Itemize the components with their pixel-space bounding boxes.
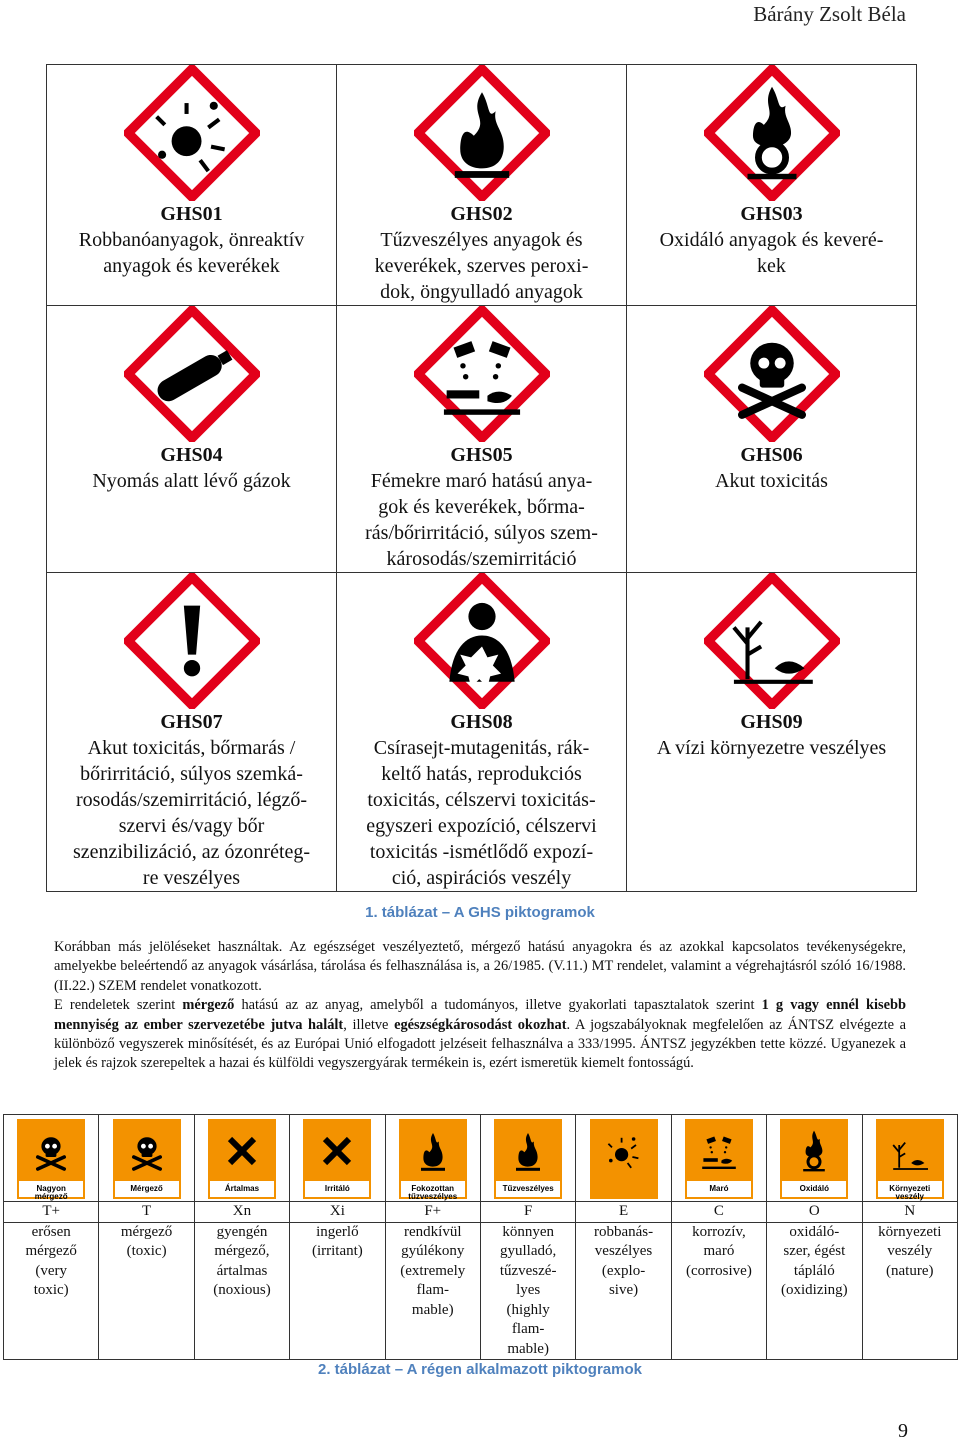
ghs-description-line: keltő hatás, reprodukciós [381, 763, 582, 785]
ghs-row [47, 306, 917, 573]
flame-over-circle-icon [704, 65, 840, 201]
old-description-line: környezeti [878, 1223, 942, 1240]
ghs-description-line: egyszeri expozíció, célszervi [366, 815, 597, 837]
old-desc-cell [194, 1222, 289, 1360]
old-icon-cell [99, 1115, 194, 1202]
old-code: Xi [329, 1203, 345, 1219]
ghs-code: GHS06 [740, 444, 803, 466]
ghs-description-line: toxicitás -ismétlődő expozí- [369, 841, 594, 863]
old-icon-cell [576, 1115, 671, 1202]
old-description-line: rendkívül [404, 1223, 462, 1240]
old-description-line: (irritant) [311, 1243, 363, 1259]
ghs-cell [47, 573, 337, 892]
old-code-cell [767, 1202, 862, 1223]
old-description-line: (nature) [886, 1262, 934, 1279]
ghs-description-line: Akut toxicitás, bőrmarás / [87, 737, 296, 759]
exclamation-mark-icon [124, 573, 260, 709]
ghs-description-line: Akut toxicitás [715, 470, 828, 492]
ghs-description-line: A vízi környezetre veszélyes [656, 737, 887, 759]
old-code: F+ [424, 1203, 442, 1219]
paragraph-1: Korábban más jelöléseket használtak. Az egészséget veszélyeztető, mérgező hatású anyagokra és az azokkal kapcsolatos tevékenységekre, amelyekbe beleértendő az anyagok vásárlása, tárolása és felhasználása is, a 26/1985. (V.11.) MT rendelet, valamint a végrehajtásról szóló 16/1988. (II.22.) SZEM rendelet vonatkozott. [54, 939, 906, 994]
ghs-cell [47, 65, 337, 306]
ghs-cell [337, 573, 627, 892]
old-description-line: szer, égést [783, 1243, 846, 1259]
old-code-cell [194, 1202, 289, 1223]
old-description-line: (noxious) [213, 1282, 271, 1298]
old-description-line: (extremely [400, 1262, 466, 1279]
ghs-description-line: ció, aspirációs veszély [391, 867, 572, 889]
ghs-code: GHS08 [450, 711, 513, 733]
old-code: E [618, 1203, 629, 1219]
ghs-code: GHS04 [160, 444, 223, 466]
old-description-line: robbanás- [593, 1223, 654, 1240]
old-description-line: gyúlékony [401, 1243, 465, 1259]
old-code-cell [480, 1202, 575, 1223]
old-desc-cell [385, 1222, 480, 1360]
old-description-line: könnyen [502, 1223, 554, 1240]
old-icon-cell [671, 1115, 766, 1202]
old-code-cell [671, 1202, 766, 1223]
old-description-line: sive) [608, 1282, 639, 1298]
old-desc-cell [480, 1222, 575, 1360]
ghs-code: GHS09 [740, 711, 803, 733]
old-description-line: lyes [516, 1282, 541, 1298]
exploding-bomb-icon [590, 1119, 658, 1199]
ghs-description-line: szenzibilizáció, az ózonréteg- [72, 841, 311, 863]
ghs-description-line: keverékek, szerves peroxi- [374, 255, 589, 277]
old-desc-cell [576, 1222, 671, 1360]
table1-caption: 1. táblázat – A GHS piktogramok [365, 904, 595, 921]
old-pictogram-label: Maró [709, 1184, 729, 1193]
ghs-description-line: Oxidáló anyagok és keveré- [659, 229, 884, 251]
ghs-description-line: rosodás/szemirritáció, légző- [75, 789, 308, 811]
old-pictogram-label: Mérgező [130, 1184, 163, 1193]
old-description-line: mérgező [25, 1243, 77, 1259]
ghs-description-line: toxicitás, célszervi toxicitás- [367, 789, 596, 811]
table2-caption: 2. táblázat – A régen alkalmazott piktogramok [318, 1361, 642, 1378]
old-icon-cell [4, 1115, 99, 1202]
ghs-description-line: Nyomás alatt lévő gázok [92, 470, 291, 492]
ghs-description-line: szervi és/vagy bőr [118, 815, 265, 837]
ghs-cell [627, 306, 917, 573]
old-description-line: erősen [31, 1223, 71, 1240]
old-code: T [142, 1203, 152, 1219]
old-icon-cell [767, 1115, 862, 1202]
old-description-line: ingerlő [316, 1223, 359, 1240]
old-icon-cell [194, 1115, 289, 1202]
ghs-cell [47, 306, 337, 573]
body-text [54, 938, 906, 1074]
old-description-line: veszély [887, 1243, 933, 1259]
old-pictogram-label: Oxidáló [799, 1184, 829, 1193]
old-description-line: gyengén [216, 1223, 268, 1240]
ghs-description-line: Robbanóanyagok, önreaktív [78, 229, 305, 251]
ghs-cell [627, 573, 917, 892]
old-code-cell [4, 1202, 99, 1223]
old-desc-row [4, 1222, 958, 1360]
old-desc-cell [862, 1222, 957, 1360]
old-description-line: mable) [411, 1301, 454, 1318]
ghs-cell [627, 65, 917, 306]
ghs-row [47, 65, 917, 306]
old-pictogram-label: Fokozottan tűzveszélyes [408, 1184, 458, 1201]
old-description-line: mable) [507, 1340, 549, 1357]
health-hazard-icon [414, 573, 550, 709]
old-desc-cell [4, 1222, 99, 1360]
old-code-cell [99, 1202, 194, 1223]
author-header: Bárány Zsolt Béla [753, 2, 906, 26]
ghs-description-line: Fémekre maró hatású anya- [370, 470, 593, 492]
old-description-line: tápláló [793, 1262, 835, 1279]
ghs-description-line: kek [757, 255, 786, 277]
old-description-line: (toxic) [126, 1243, 167, 1259]
gas-cylinder-icon [124, 306, 260, 442]
old-code: C [713, 1203, 724, 1219]
old-pictogram-table [3, 1114, 958, 1360]
ghs-code: GHS07 [160, 711, 223, 733]
old-description-line: oxidáló- [789, 1223, 840, 1240]
old-code-cell [385, 1202, 480, 1223]
old-code-cell [290, 1202, 385, 1223]
ghs-description-line: dok, öngyulladó anyagok [380, 281, 583, 303]
old-pictogram-label: Ártalmas [224, 1184, 260, 1193]
flame-icon [414, 65, 550, 201]
old-description-line: maró [703, 1243, 735, 1259]
ghs-row [47, 573, 917, 892]
old-icon-cell [480, 1115, 575, 1202]
old-description-line: (corrosive) [686, 1262, 752, 1279]
ghs-description-line: rás/bőrirritáció, súlyos szem- [365, 522, 598, 544]
old-icon-cell [862, 1115, 957, 1202]
ghs-description-line: Csírasejt-mutagenitás, rák- [373, 737, 590, 759]
old-description-line: flam- [511, 1321, 545, 1337]
paragraph-2: E rendeletek szerint mérgező hatású az az anyag, amelyből a tudományos, illetve gyakorlati tapasztalatok szerint 1 g vagy ennél kisebb mennyiség az ember szervezetébe jutva halált, illetve egészségkárosodást okozhat. A jogszabályoknak megfelelően az ÁNTSZ elvégezte a különböző vegyszerek minősítését, és az Európai Unió elfogadott jelzéseit felhasználva a 333/1995. ÁNTSZ jegyzékben tette közzé. Ugyanezek a jelek és rajzok szerepeltek a hazai és külföldi vegyszergyárak termékein is, ezért ismeretük kiemelt fontosságú. [54, 997, 906, 1072]
ghs-code: GHS01 [160, 203, 223, 225]
ghs-description-line: Tűzveszélyes anyagok és [380, 229, 583, 251]
old-description-line: toxic) [33, 1282, 69, 1298]
page-number: 9 [898, 1420, 908, 1442]
old-icon-cell [385, 1115, 480, 1202]
old-description-line: gyulladó, [500, 1243, 557, 1259]
old-pictogram-label: Környezeti veszély [889, 1184, 931, 1201]
old-code: F [523, 1203, 533, 1219]
old-description-line: (oxidizing) [780, 1282, 848, 1298]
ghs-description-line: re veszélyes [142, 867, 241, 889]
old-description-line: (very [35, 1262, 68, 1279]
old-desc-cell [99, 1222, 194, 1360]
old-code: N [904, 1203, 916, 1219]
old-pictogram-label: Nagyon mérgező [34, 1184, 68, 1201]
ghs-pictogram-table [46, 64, 917, 892]
ghs-code: GHS03 [740, 203, 803, 225]
ghs-description-line: bőrirritáció, súlyos szemká- [80, 763, 303, 785]
ghs-cell [337, 65, 627, 306]
old-description-line: korrozív, [692, 1223, 746, 1240]
old-description-line: mérgező [120, 1223, 173, 1240]
environment-icon [704, 573, 840, 709]
old-pictogram-label: Tűzveszélyes [502, 1184, 554, 1193]
ghs-code: GHS02 [450, 203, 513, 225]
old-code-cell [576, 1202, 671, 1223]
old-code: O [808, 1203, 820, 1219]
old-icon-cell [290, 1115, 385, 1202]
old-description-line: veszélyes [594, 1243, 653, 1259]
old-description-line: tűzveszé- [499, 1262, 557, 1279]
old-icon-row [4, 1115, 958, 1202]
old-desc-cell [290, 1222, 385, 1360]
exploding-bomb-icon [124, 65, 260, 201]
old-description-line: (highly [506, 1301, 550, 1318]
skull-crossbones-icon [704, 306, 840, 442]
old-description-line: flam- [416, 1282, 449, 1298]
old-code-row [4, 1202, 958, 1223]
old-pictogram-label: Irritáló [324, 1184, 350, 1193]
ghs-code: GHS05 [450, 444, 513, 466]
corrosion-icon [414, 306, 550, 442]
old-description-line: (explo- [601, 1262, 646, 1279]
ghs-description-line: károsodás/szemirritáció [386, 548, 577, 570]
old-code: T+ [42, 1203, 60, 1219]
ghs-cell [337, 306, 627, 573]
ghs-description-line: gok és keverékek, bőrma- [378, 496, 585, 518]
old-description-line: mérgező, [214, 1243, 270, 1259]
old-code-cell [862, 1202, 957, 1223]
ghs-description-line: anyagok és keverékek [103, 255, 280, 277]
old-code: Xn [232, 1203, 252, 1219]
old-desc-cell [767, 1222, 862, 1360]
old-description-line: ártalmas [216, 1262, 268, 1279]
old-desc-cell [671, 1222, 766, 1360]
